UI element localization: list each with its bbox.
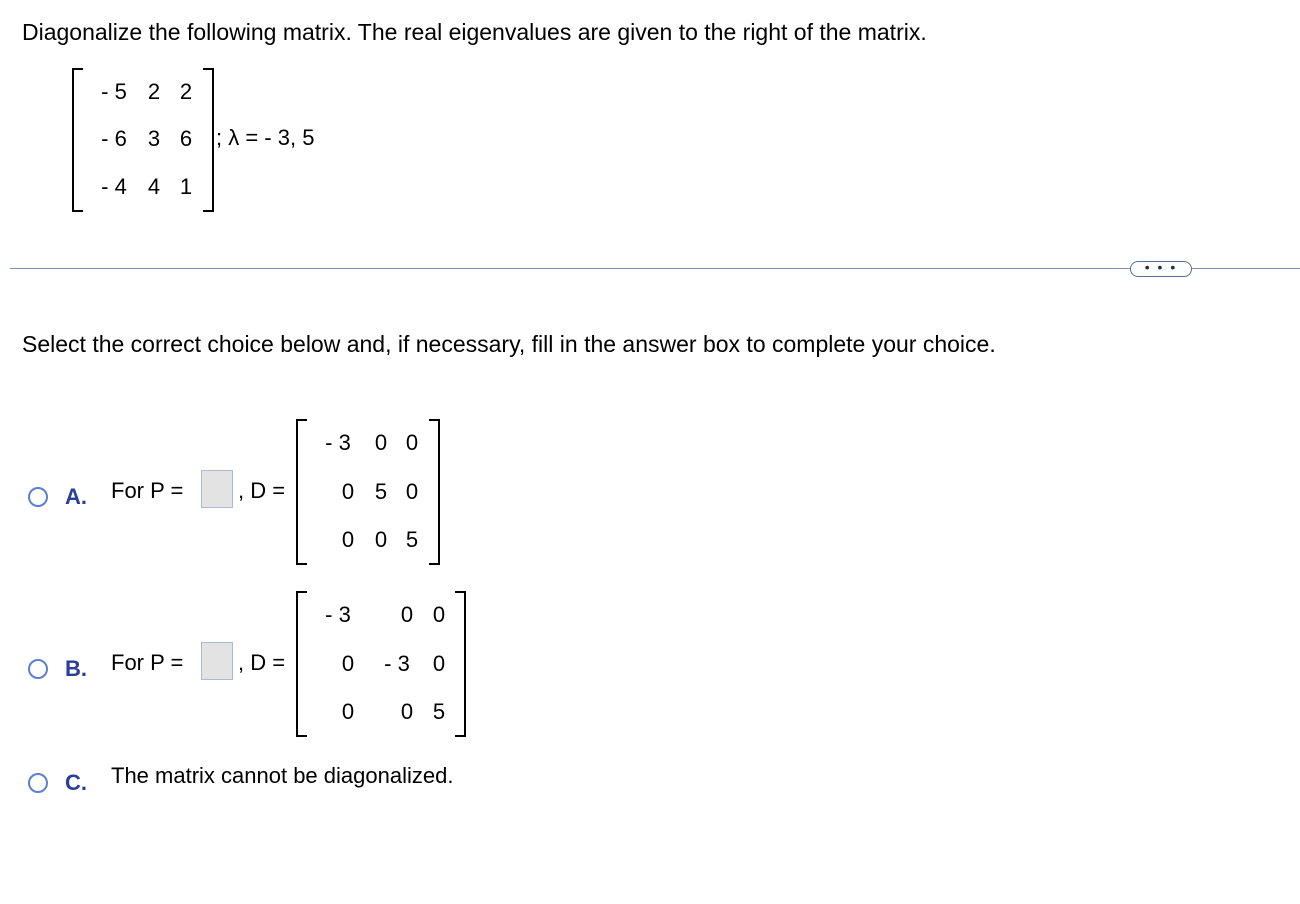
choice-b-d-label: , D = xyxy=(238,650,286,675)
eigenvalues-text: ; λ = - 3, 5 xyxy=(216,125,315,150)
matrix-cell: 0 xyxy=(400,602,414,627)
choice-a-radio[interactable] xyxy=(28,487,48,507)
matrix-cell: 0 xyxy=(405,479,419,504)
choice-a-p-input[interactable] xyxy=(201,470,233,508)
matrix-cell: 0 xyxy=(341,699,355,724)
more-options-button[interactable] xyxy=(1130,261,1192,277)
matrix-cell: 0 xyxy=(341,651,355,676)
instruction-text: Select the correct choice below and, if necessary, fill in the answer box to complete your choice. xyxy=(22,331,996,357)
matrix-cell: - 5 xyxy=(101,79,127,104)
matrix-cell: 1 xyxy=(179,174,193,199)
question-prompt: Diagonalize the following matrix. The real eigenvalues are given to the right of the matrix. xyxy=(22,19,927,45)
choice-b-radio[interactable] xyxy=(28,659,48,679)
ellipsis-icon: • • • xyxy=(1144,259,1178,275)
matrix-cell: - 3 xyxy=(325,430,351,455)
choice-a-d-matrix xyxy=(296,419,440,565)
matrix-cell: 0 xyxy=(405,430,419,455)
choice-b-for-p-label: For P = xyxy=(111,650,184,675)
matrix-cell: 0 xyxy=(341,527,355,552)
matrix-cell: - 4 xyxy=(101,174,127,199)
section-divider xyxy=(10,268,1300,269)
matrix-cell: 0 xyxy=(374,430,388,455)
choice-c-radio[interactable] xyxy=(28,773,48,793)
matrix-cell: 5 xyxy=(405,527,419,552)
matrix-cell: - 6 xyxy=(101,126,127,151)
choice-a-letter: A. xyxy=(65,484,87,509)
matrix-cell: 0 xyxy=(341,479,355,504)
matrix-cell: 3 xyxy=(147,126,161,151)
matrix-cell: 5 xyxy=(432,699,446,724)
matrix-cell: 2 xyxy=(147,79,161,104)
choice-c-letter: C. xyxy=(65,770,87,795)
given-matrix xyxy=(72,68,214,212)
choice-b-d-matrix xyxy=(296,591,466,737)
matrix-cell: - 3 xyxy=(325,602,351,627)
matrix-cell: - 3 xyxy=(384,651,410,676)
matrix-cell: 5 xyxy=(374,479,388,504)
choice-a-d-label: , D = xyxy=(238,478,286,503)
matrix-cell: 2 xyxy=(179,79,193,104)
choice-b-letter: B. xyxy=(65,656,87,681)
matrix-cell: 4 xyxy=(147,174,161,199)
matrix-cell: 0 xyxy=(374,527,388,552)
choice-b-p-input[interactable] xyxy=(201,642,233,680)
matrix-cell: 0 xyxy=(400,699,414,724)
choice-c-text: The matrix cannot be diagonalized. xyxy=(111,763,454,788)
choice-a-for-p-label: For P = xyxy=(111,478,184,503)
matrix-cell: 0 xyxy=(432,651,446,676)
matrix-cell: 0 xyxy=(432,602,446,627)
matrix-cell: 6 xyxy=(179,126,193,151)
